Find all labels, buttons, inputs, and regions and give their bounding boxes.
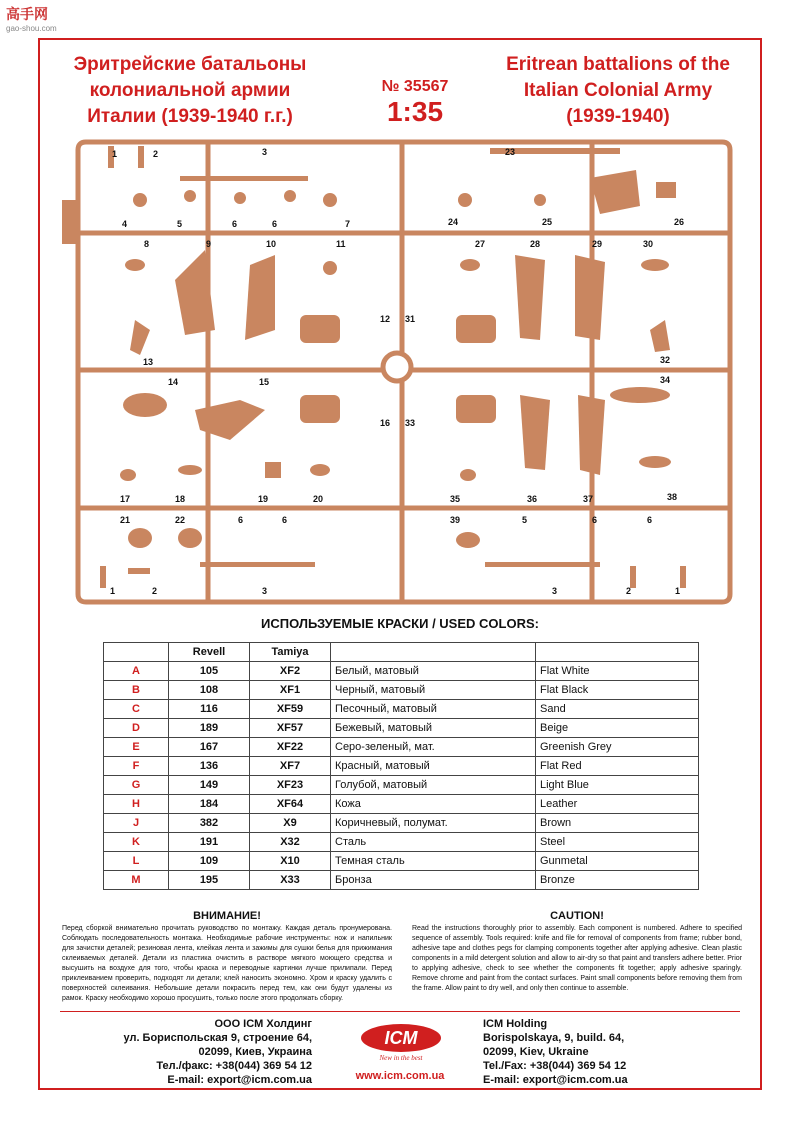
title-english: Eritrean battalions of the Italian Colonial Army (1939-1940): [506, 54, 730, 127]
color-code-cell: M: [104, 871, 169, 890]
part-label: 5: [522, 515, 528, 525]
part-label: 38: [667, 492, 678, 502]
color-row: [104, 662, 699, 681]
color-code-cell: G: [104, 776, 169, 795]
color-tamiya-cell: X32: [250, 833, 331, 852]
part-label: 39: [450, 515, 461, 525]
color-code-cell: C: [104, 700, 169, 719]
color-en-cell: Gunmetal: [536, 852, 699, 871]
color-revell-cell: 136: [169, 757, 250, 776]
part-label: 35: [450, 494, 461, 504]
part-label: 6: [232, 219, 238, 229]
color-tamiya-cell: XF57: [250, 719, 331, 738]
color-ru-cell: Красный, матовый: [331, 757, 536, 776]
logo-slogan: New in the best: [379, 1054, 423, 1062]
color-ru-cell: Серо-зеленый, мат.: [331, 738, 536, 757]
colors-header-row: [104, 643, 699, 662]
part-label: 2: [153, 149, 159, 159]
part-label: 9: [206, 239, 212, 249]
part-label: 23: [505, 147, 516, 157]
color-revell-cell: 105: [169, 662, 250, 681]
color-revell-cell: 382: [169, 814, 250, 833]
part-label: 21: [120, 515, 131, 525]
color-row: [104, 757, 699, 776]
color-en-cell: Flat White: [536, 662, 699, 681]
header-cell: [331, 643, 536, 662]
color-code-cell: K: [104, 833, 169, 852]
warning-text-ru: Перед сборкой внимательно прочитать руководство по монтажу. Каждая деталь пронумерована. Соблюдать последовательность монтажа. Необходимые рабочие инструменты: нож и напильник для зачистки деталей; резиновая лента, клейкая лента и зажимы для сушки белья для прижимания склеиваемых деталей. Детали из пластика очистить в растворе мягкого моющего средства и высушить на воздухе для того, чтобы краска и переводные картинки лучше прилипали. Перед приклеиванием проверить, подходят ли детали; клей наносить экономно. Хром и краску удалить с поверхностей склеивания. Небольшие детали покрасить перед тем, как они будут удалены из рамок. Краску необходимо хорошо просушить, только после этого продолжать сборку.: [62, 925, 392, 1002]
color-ru-cell: Белый, матовый: [331, 662, 536, 681]
color-revell-cell: 108: [169, 681, 250, 700]
part-label: 7: [345, 219, 351, 229]
color-revell-cell: 195: [169, 871, 250, 890]
part-label: 10: [266, 239, 277, 249]
color-revell-cell: 116: [169, 700, 250, 719]
colors-title: ИСПОЛЬЗУЕМЫЕ КРАСКИ / USED COLORS:: [261, 616, 539, 631]
color-row: [104, 681, 699, 700]
part-label: 13: [143, 357, 154, 367]
part-label: 19: [258, 494, 269, 504]
part-label: 11: [336, 239, 346, 249]
warning-title-en: CAUTION!: [550, 910, 604, 922]
header-cell: Revell: [169, 643, 250, 662]
color-en-cell: Steel: [536, 833, 699, 852]
part-label: 32: [660, 355, 671, 365]
color-row: [104, 871, 699, 890]
part-label: 1: [675, 586, 681, 596]
header-cell: [536, 643, 699, 662]
color-ru-cell: Бронза: [331, 871, 536, 890]
color-code-cell: J: [104, 814, 169, 833]
title-russian: Эритрейские батальоны колониальной армии Италии (1939-1940 г.г.): [73, 54, 307, 127]
color-row: [104, 776, 699, 795]
address-ru: ООО ICM Холдинг ул. Бориспольская 9, строение 64, 02099, Киев, Украина Тел./факс: +38(044) 369 54 12 E-mail: export@icm.com.ua: [123, 1018, 312, 1086]
color-en-cell: Leather: [536, 795, 699, 814]
part-label: 34: [660, 375, 671, 385]
color-revell-cell: 167: [169, 738, 250, 757]
color-en-cell: Brown: [536, 814, 699, 833]
color-revell-cell: 184: [169, 795, 250, 814]
color-row: [104, 700, 699, 719]
part-label: 20: [313, 494, 324, 504]
color-tamiya-cell: XF64: [250, 795, 331, 814]
color-tamiya-cell: XF23: [250, 776, 331, 795]
sprue-tab: [62, 200, 80, 244]
part-label: 3: [262, 147, 268, 157]
color-code-cell: D: [104, 719, 169, 738]
color-en-cell: Greenish Grey: [536, 738, 699, 757]
color-code-cell: F: [104, 757, 169, 776]
color-tamiya-cell: XF22: [250, 738, 331, 757]
logo-text: ICM: [384, 1028, 418, 1048]
part-label: 30: [643, 239, 654, 249]
color-row: [104, 795, 699, 814]
color-en-cell: Sand: [536, 700, 699, 719]
color-en-cell: Beige: [536, 719, 699, 738]
sprue-center-ring: [383, 353, 411, 381]
color-tamiya-cell: X9: [250, 814, 331, 833]
footer-divider: [60, 1011, 740, 1012]
color-ru-cell: Бежевый, матовый: [331, 719, 536, 738]
color-ru-cell: Коричневый, полумат.: [331, 814, 536, 833]
color-row: [104, 852, 699, 871]
part-label: 4: [122, 219, 128, 229]
color-code-cell: B: [104, 681, 169, 700]
catalog-number: № 35567: [381, 78, 449, 95]
colors-table: [103, 642, 699, 890]
part-label: 12: [380, 314, 391, 324]
part-label: 33: [405, 418, 416, 428]
part-label: 3: [552, 586, 558, 596]
color-code-cell: A: [104, 662, 169, 681]
part-label: 6: [272, 219, 278, 229]
warning-text-en: Read the instructions thoroughly prior to assembly. Each component is numbered. Adhere to specified sequence of assembly. Tools required: knife and file for removal of components from frame; rubber bond, adhesive tape and clothes pegs for clamping components together after applying adhesive. Clean plastic components in a mild detergent solution and allow to air-dry so that paint and transfers adhere better. Prior to applying adhesive, check to see whether the components fit together; apply adhesive sparingly. Remove chrome and paint from the contact surfaces. Paint small components before removing them from the frame. Allow paint to dry well, and only then continue to assemble.: [412, 925, 742, 992]
part-label: 2: [152, 586, 158, 596]
color-row: [104, 833, 699, 852]
part-label: 36: [527, 494, 538, 504]
color-revell-cell: 109: [169, 852, 250, 871]
part-label: 26: [674, 217, 685, 227]
part-label: 25: [542, 217, 553, 227]
color-code-cell: E: [104, 738, 169, 757]
color-row: [104, 719, 699, 738]
color-revell-cell: 149: [169, 776, 250, 795]
part-label: 6: [647, 515, 653, 525]
color-ru-cell: Песочный, матовый: [331, 700, 536, 719]
color-ru-cell: Черный, матовый: [331, 681, 536, 700]
color-revell-cell: 191: [169, 833, 250, 852]
warning-title-ru: ВНИМАНИЕ!: [193, 910, 261, 922]
color-row: [104, 814, 699, 833]
color-en-cell: Light Blue: [536, 776, 699, 795]
color-code-cell: L: [104, 852, 169, 871]
header-cell: Tamiya: [250, 643, 331, 662]
part-label: 29: [592, 239, 603, 249]
part-label: 1: [112, 149, 118, 159]
part-label: 16: [380, 418, 391, 428]
part-label: 8: [144, 239, 150, 249]
part-label: 1: [110, 586, 116, 596]
part-label: 28: [530, 239, 541, 249]
color-en-cell: Bronze: [536, 871, 699, 890]
color-tamiya-cell: X33: [250, 871, 331, 890]
part-label: 31: [405, 314, 416, 324]
part-label: 18: [175, 494, 186, 504]
color-revell-cell: 189: [169, 719, 250, 738]
color-code-cell: H: [104, 795, 169, 814]
color-en-cell: Flat Red: [536, 757, 699, 776]
part-label: 15: [259, 377, 270, 387]
part-label: 27: [475, 239, 486, 249]
part-label: 2: [626, 586, 632, 596]
color-tamiya-cell: X10: [250, 852, 331, 871]
color-tamiya-cell: XF1: [250, 681, 331, 700]
part-label: 17: [120, 494, 131, 504]
color-ru-cell: Сталь: [331, 833, 536, 852]
part-label: 5: [177, 219, 183, 229]
part-label: 6: [592, 515, 598, 525]
part-label: 6: [238, 515, 244, 525]
color-ru-cell: Голубой, матовый: [331, 776, 536, 795]
color-en-cell: Flat Black: [536, 681, 699, 700]
part-label: 24: [448, 217, 459, 227]
part-label: 22: [175, 515, 186, 525]
color-ru-cell: Темная сталь: [331, 852, 536, 871]
watermark: 高手网 gao-shou.com: [6, 6, 57, 33]
color-ru-cell: Кожа: [331, 795, 536, 814]
website-link[interactable]: www.icm.com.ua: [355, 1070, 445, 1082]
part-label: 37: [583, 494, 594, 504]
icm-logo: [356, 1022, 446, 1062]
header-cell: [104, 643, 169, 662]
address-en: ICM Holding Borispolskaya, 9, build. 64, 02099, Kiev, Ukraine Tel./Fax: +38(044) 369 54 12 E-mail: export@icm.com.ua: [483, 1018, 628, 1086]
part-label: 14: [168, 377, 179, 387]
scale-label: 1:35: [386, 96, 444, 127]
color-tamiya-cell: XF59: [250, 700, 331, 719]
color-tamiya-cell: XF7: [250, 757, 331, 776]
part-label: 6: [282, 515, 288, 525]
part-label: 3: [262, 586, 268, 596]
color-tamiya-cell: XF2: [250, 662, 331, 681]
color-row: [104, 738, 699, 757]
